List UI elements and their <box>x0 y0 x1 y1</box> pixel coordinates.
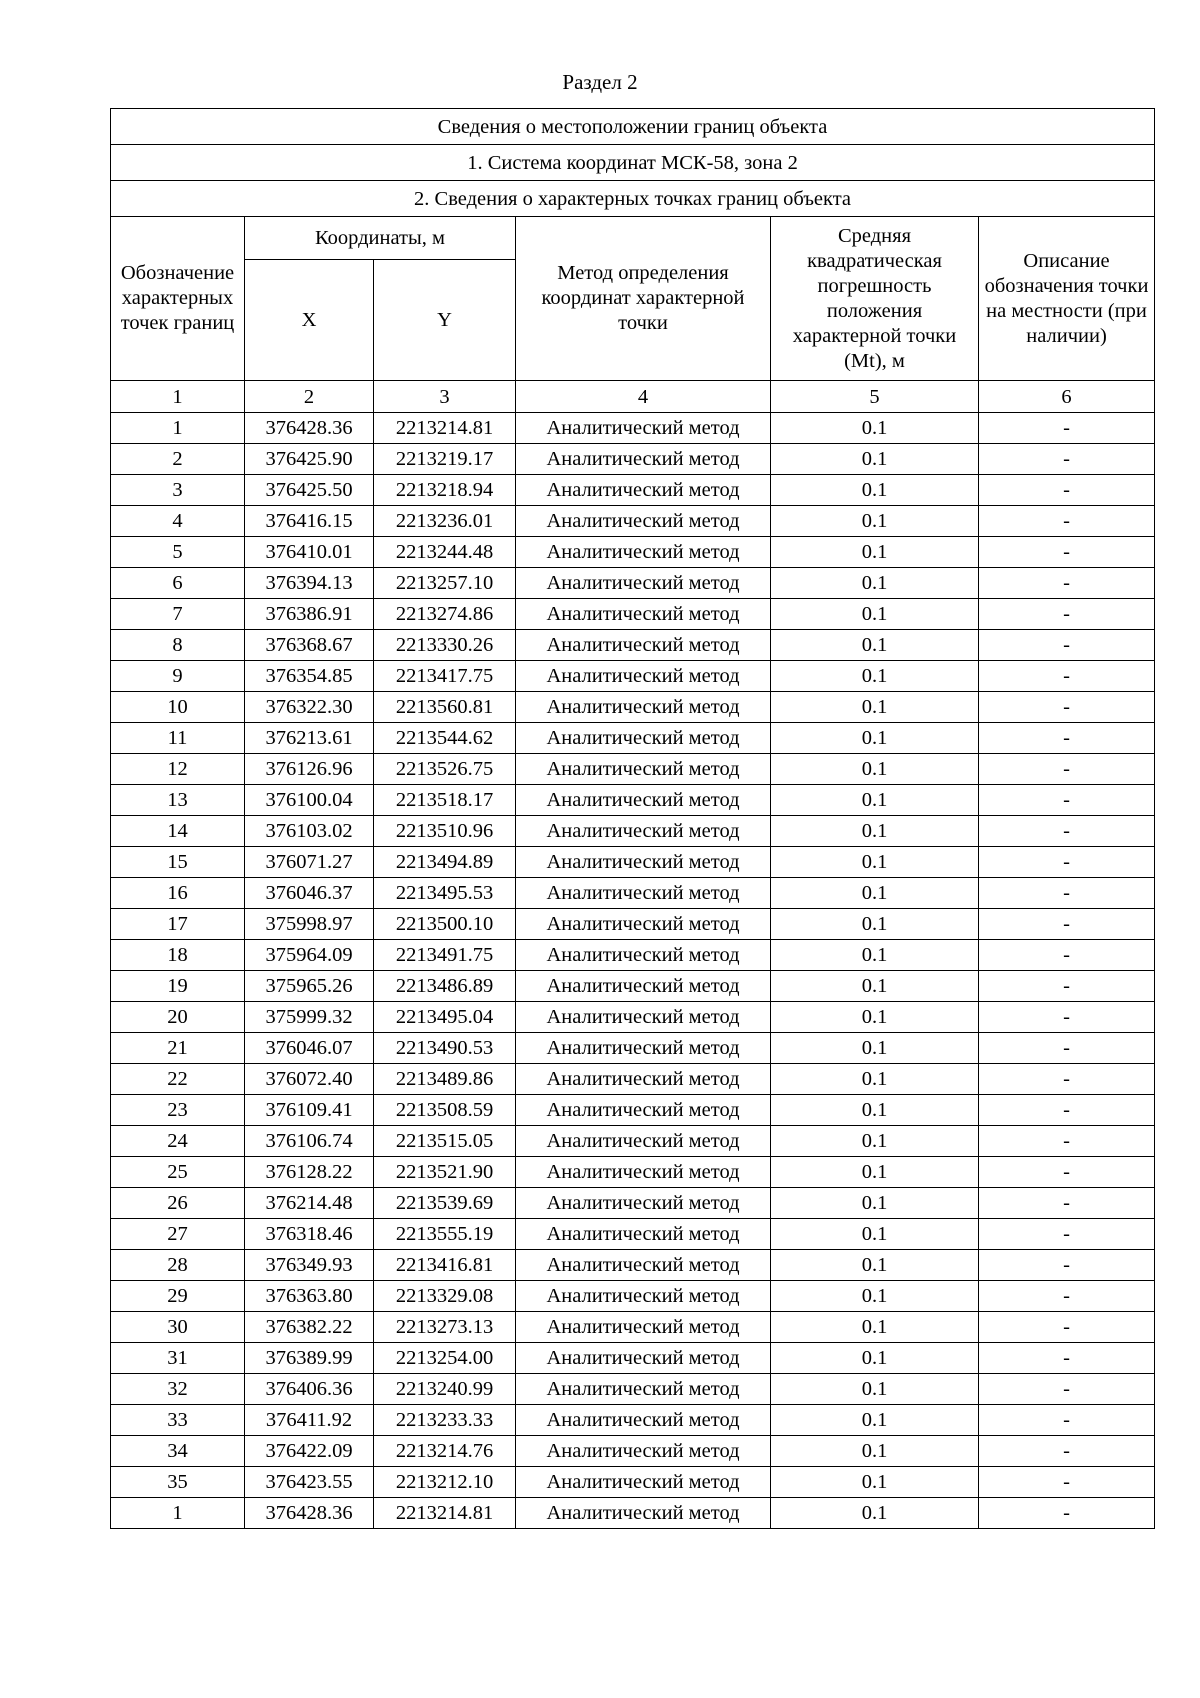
method-cell: Аналитический метод <box>516 1126 771 1157</box>
x-coordinate-cell: 376428.36 <box>245 413 374 444</box>
column-number: 6 <box>979 381 1155 413</box>
method-cell: Аналитический метод <box>516 1436 771 1467</box>
method-cell: Аналитический метод <box>516 1498 771 1529</box>
method-cell: Аналитический метод <box>516 1374 771 1405</box>
point-number-cell: 14 <box>111 816 245 847</box>
description-cell: - <box>979 1467 1155 1498</box>
error-cell: 0.1 <box>771 1250 979 1281</box>
description-cell: - <box>979 1188 1155 1219</box>
point-number-cell: 25 <box>111 1157 245 1188</box>
y-coordinate-cell: 2213555.19 <box>374 1219 516 1250</box>
description-cell: - <box>979 785 1155 816</box>
column-number-row <box>111 381 1155 413</box>
description-cell: - <box>979 1498 1155 1529</box>
method-cell: Аналитический метод <box>516 1405 771 1436</box>
method-cell: Аналитический метод <box>516 1033 771 1064</box>
point-number-cell: 12 <box>111 754 245 785</box>
description-cell: - <box>979 568 1155 599</box>
column-number: 1 <box>111 381 245 413</box>
method-cell: Аналитический метод <box>516 599 771 630</box>
table-row <box>111 723 1155 754</box>
error-cell: 0.1 <box>771 1312 979 1343</box>
description-cell: - <box>979 506 1155 537</box>
point-number-cell: 30 <box>111 1312 245 1343</box>
point-number-cell: 16 <box>111 878 245 909</box>
point-number-cell: 15 <box>111 847 245 878</box>
header-method: Метод определения координат характерной точки <box>516 217 771 381</box>
method-cell: Аналитический метод <box>516 940 771 971</box>
error-cell: 0.1 <box>771 568 979 599</box>
table-row <box>111 1033 1155 1064</box>
point-number-cell: 9 <box>111 661 245 692</box>
point-number-cell: 4 <box>111 506 245 537</box>
description-cell: - <box>979 692 1155 723</box>
error-cell: 0.1 <box>771 723 979 754</box>
y-coordinate-cell: 2213560.81 <box>374 692 516 723</box>
description-cell: - <box>979 723 1155 754</box>
description-cell: - <box>979 1281 1155 1312</box>
y-coordinate-cell: 2213495.53 <box>374 878 516 909</box>
table-row <box>111 1250 1155 1281</box>
description-cell: - <box>979 1250 1155 1281</box>
x-coordinate-cell: 376411.92 <box>245 1405 374 1436</box>
method-cell: Аналитический метод <box>516 506 771 537</box>
coordinate-system: 1. Система координат МСК-58, зона 2 <box>111 145 1155 181</box>
error-cell: 0.1 <box>771 971 979 1002</box>
error-cell: 0.1 <box>771 537 979 568</box>
table-row <box>111 940 1155 971</box>
error-cell: 0.1 <box>771 630 979 661</box>
table-row <box>111 971 1155 1002</box>
y-coordinate-cell: 2213214.81 <box>374 1498 516 1529</box>
description-cell: - <box>979 816 1155 847</box>
column-number: 2 <box>245 381 374 413</box>
x-coordinate-cell: 376428.36 <box>245 1498 374 1529</box>
table-row <box>111 1002 1155 1033</box>
table-row <box>111 909 1155 940</box>
method-cell: Аналитический метод <box>516 1312 771 1343</box>
x-coordinate-cell: 376322.30 <box>245 692 374 723</box>
description-cell: - <box>979 754 1155 785</box>
y-coordinate-cell: 2213495.04 <box>374 1002 516 1033</box>
x-coordinate-cell: 376423.55 <box>245 1467 374 1498</box>
table-row <box>111 630 1155 661</box>
header-description: Описание обозначения точки на местности (при наличии) <box>979 217 1155 381</box>
y-coordinate-cell: 2213214.81 <box>374 413 516 444</box>
point-number-cell: 23 <box>111 1095 245 1126</box>
x-coordinate-cell: 376406.36 <box>245 1374 374 1405</box>
method-cell: Аналитический метод <box>516 568 771 599</box>
point-number-cell: 20 <box>111 1002 245 1033</box>
description-cell: - <box>979 1343 1155 1374</box>
description-cell: - <box>979 630 1155 661</box>
point-number-cell: 5 <box>111 537 245 568</box>
y-coordinate-cell: 2213544.62 <box>374 723 516 754</box>
error-cell: 0.1 <box>771 1374 979 1405</box>
x-coordinate-cell: 376354.85 <box>245 661 374 692</box>
x-coordinate-cell: 376410.01 <box>245 537 374 568</box>
point-number-cell: 24 <box>111 1126 245 1157</box>
table-row <box>111 599 1155 630</box>
table-row <box>111 537 1155 568</box>
x-coordinate-cell: 376368.67 <box>245 630 374 661</box>
point-number-cell: 1 <box>111 1498 245 1529</box>
table-subtitle: 2. Сведения о характерных точках границ объекта <box>111 181 1155 217</box>
y-coordinate-cell: 2213417.75 <box>374 661 516 692</box>
method-cell: Аналитический метод <box>516 1064 771 1095</box>
point-number-cell: 29 <box>111 1281 245 1312</box>
description-cell: - <box>979 537 1155 568</box>
error-cell: 0.1 <box>771 1467 979 1498</box>
point-number-cell: 10 <box>111 692 245 723</box>
x-coordinate-cell: 376071.27 <box>245 847 374 878</box>
table-row <box>111 506 1155 537</box>
method-cell: Аналитический метод <box>516 1219 771 1250</box>
header-x: X <box>245 260 374 381</box>
method-cell: Аналитический метод <box>516 1188 771 1219</box>
method-cell: Аналитический метод <box>516 630 771 661</box>
error-cell: 0.1 <box>771 661 979 692</box>
y-coordinate-cell: 2213218.94 <box>374 475 516 506</box>
error-cell: 0.1 <box>771 878 979 909</box>
x-coordinate-cell: 376425.90 <box>245 444 374 475</box>
description-cell: - <box>979 1126 1155 1157</box>
error-cell: 0.1 <box>771 754 979 785</box>
error-cell: 0.1 <box>771 1033 979 1064</box>
x-coordinate-cell: 376386.91 <box>245 599 374 630</box>
method-cell: Аналитический метод <box>516 692 771 723</box>
method-cell: Аналитический метод <box>516 537 771 568</box>
table-row <box>111 568 1155 599</box>
y-coordinate-cell: 2213257.10 <box>374 568 516 599</box>
method-cell: Аналитический метод <box>516 847 771 878</box>
y-coordinate-cell: 2213490.53 <box>374 1033 516 1064</box>
method-cell: Аналитический метод <box>516 444 771 475</box>
method-cell: Аналитический метод <box>516 1343 771 1374</box>
y-coordinate-cell: 2213500.10 <box>374 909 516 940</box>
error-cell: 0.1 <box>771 1157 979 1188</box>
description-cell: - <box>979 1312 1155 1343</box>
y-coordinate-cell: 2213491.75 <box>374 940 516 971</box>
y-coordinate-cell: 2213274.86 <box>374 599 516 630</box>
error-cell: 0.1 <box>771 816 979 847</box>
description-cell: - <box>979 1064 1155 1095</box>
table-row <box>111 816 1155 847</box>
description-cell: - <box>979 1405 1155 1436</box>
table-row <box>111 847 1155 878</box>
error-cell: 0.1 <box>771 847 979 878</box>
description-cell: - <box>979 940 1155 971</box>
description-cell: - <box>979 661 1155 692</box>
x-coordinate-cell: 376046.37 <box>245 878 374 909</box>
x-coordinate-cell: 376128.22 <box>245 1157 374 1188</box>
error-cell: 0.1 <box>771 599 979 630</box>
table-row <box>111 1095 1155 1126</box>
point-number-cell: 19 <box>111 971 245 1002</box>
method-cell: Аналитический метод <box>516 723 771 754</box>
table-row <box>111 661 1155 692</box>
method-cell: Аналитический метод <box>516 1002 771 1033</box>
section-title: Раздел 2 <box>562 70 638 94</box>
table-row <box>111 878 1155 909</box>
description-cell: - <box>979 475 1155 506</box>
x-coordinate-cell: 376214.48 <box>245 1188 374 1219</box>
point-number-cell: 26 <box>111 1188 245 1219</box>
x-coordinate-cell: 376126.96 <box>245 754 374 785</box>
x-coordinate-cell: 376318.46 <box>245 1219 374 1250</box>
y-coordinate-cell: 2213212.10 <box>374 1467 516 1498</box>
y-coordinate-cell: 2213330.26 <box>374 630 516 661</box>
error-cell: 0.1 <box>771 413 979 444</box>
error-cell: 0.1 <box>771 692 979 723</box>
description-cell: - <box>979 1436 1155 1467</box>
point-number-cell: 35 <box>111 1467 245 1498</box>
point-number-cell: 31 <box>111 1343 245 1374</box>
x-coordinate-cell: 375965.26 <box>245 971 374 1002</box>
table-row <box>111 1064 1155 1095</box>
point-number-cell: 21 <box>111 1033 245 1064</box>
method-cell: Аналитический метод <box>516 475 771 506</box>
y-coordinate-cell: 2213526.75 <box>374 754 516 785</box>
y-coordinate-cell: 2213329.08 <box>374 1281 516 1312</box>
point-number-cell: 34 <box>111 1436 245 1467</box>
method-cell: Аналитический метод <box>516 661 771 692</box>
y-coordinate-cell: 2213508.59 <box>374 1095 516 1126</box>
header-y: Y <box>374 260 516 381</box>
point-number-cell: 33 <box>111 1405 245 1436</box>
x-coordinate-cell: 376109.41 <box>245 1095 374 1126</box>
y-coordinate-cell: 2213244.48 <box>374 537 516 568</box>
error-cell: 0.1 <box>771 785 979 816</box>
table-row <box>111 1405 1155 1436</box>
y-coordinate-cell: 2213521.90 <box>374 1157 516 1188</box>
column-number: 3 <box>374 381 516 413</box>
y-coordinate-cell: 2213219.17 <box>374 444 516 475</box>
error-cell: 0.1 <box>771 1095 979 1126</box>
table-caption: Сведения о местоположении границ объекта <box>111 109 1155 145</box>
description-cell: - <box>979 909 1155 940</box>
table-row <box>111 785 1155 816</box>
point-number-cell: 17 <box>111 909 245 940</box>
error-cell: 0.1 <box>771 506 979 537</box>
description-cell: - <box>979 971 1155 1002</box>
column-number: 4 <box>516 381 771 413</box>
method-cell: Аналитический метод <box>516 1095 771 1126</box>
point-number-cell: 3 <box>111 475 245 506</box>
error-cell: 0.1 <box>771 1002 979 1033</box>
error-cell: 0.1 <box>771 1343 979 1374</box>
table-row <box>111 1467 1155 1498</box>
x-coordinate-cell: 376072.40 <box>245 1064 374 1095</box>
error-cell: 0.1 <box>771 475 979 506</box>
point-number-cell: 11 <box>111 723 245 754</box>
method-cell: Аналитический метод <box>516 816 771 847</box>
column-number: 5 <box>771 381 979 413</box>
y-coordinate-cell: 2213515.05 <box>374 1126 516 1157</box>
error-cell: 0.1 <box>771 1064 979 1095</box>
error-cell: 0.1 <box>771 1126 979 1157</box>
error-cell: 0.1 <box>771 1281 979 1312</box>
description-cell: - <box>979 847 1155 878</box>
table-row <box>111 692 1155 723</box>
point-number-cell: 28 <box>111 1250 245 1281</box>
x-coordinate-cell: 375998.97 <box>245 909 374 940</box>
y-coordinate-cell: 2213510.96 <box>374 816 516 847</box>
method-cell: Аналитический метод <box>516 785 771 816</box>
point-number-cell: 32 <box>111 1374 245 1405</box>
x-coordinate-cell: 376389.99 <box>245 1343 374 1374</box>
header-coords: Координаты, м <box>245 217 516 260</box>
x-coordinate-cell: 376349.93 <box>245 1250 374 1281</box>
y-coordinate-cell: 2213416.81 <box>374 1250 516 1281</box>
method-cell: Аналитический метод <box>516 1467 771 1498</box>
method-cell: Аналитический метод <box>516 878 771 909</box>
error-cell: 0.1 <box>771 909 979 940</box>
point-number-cell: 2 <box>111 444 245 475</box>
x-coordinate-cell: 376394.13 <box>245 568 374 599</box>
table-row <box>111 754 1155 785</box>
method-cell: Аналитический метод <box>516 754 771 785</box>
table-row <box>111 444 1155 475</box>
error-cell: 0.1 <box>771 444 979 475</box>
description-cell: - <box>979 1033 1155 1064</box>
description-cell: - <box>979 413 1155 444</box>
description-cell: - <box>979 878 1155 909</box>
x-coordinate-cell: 376106.74 <box>245 1126 374 1157</box>
x-coordinate-cell: 376103.02 <box>245 816 374 847</box>
method-cell: Аналитический метод <box>516 1157 771 1188</box>
description-cell: - <box>979 1219 1155 1250</box>
table-row <box>111 1219 1155 1250</box>
y-coordinate-cell: 2213539.69 <box>374 1188 516 1219</box>
method-cell: Аналитический метод <box>516 1250 771 1281</box>
description-cell: - <box>979 1157 1155 1188</box>
y-coordinate-cell: 2213518.17 <box>374 785 516 816</box>
table-row <box>111 1374 1155 1405</box>
description-cell: - <box>979 1374 1155 1405</box>
method-cell: Аналитический метод <box>516 971 771 1002</box>
y-coordinate-cell: 2213214.76 <box>374 1436 516 1467</box>
description-cell: - <box>979 444 1155 475</box>
point-number-cell: 22 <box>111 1064 245 1095</box>
x-coordinate-cell: 376382.22 <box>245 1312 374 1343</box>
method-cell: Аналитический метод <box>516 909 771 940</box>
description-cell: - <box>979 1095 1155 1126</box>
table-row <box>111 413 1155 444</box>
y-coordinate-cell: 2213240.99 <box>374 1374 516 1405</box>
x-coordinate-cell: 376416.15 <box>245 506 374 537</box>
boundary-points-table <box>110 108 1155 1529</box>
error-cell: 0.1 <box>771 940 979 971</box>
point-number-cell: 13 <box>111 785 245 816</box>
y-coordinate-cell: 2213254.00 <box>374 1343 516 1374</box>
error-cell: 0.1 <box>771 1219 979 1250</box>
x-coordinate-cell: 375964.09 <box>245 940 374 971</box>
error-cell: 0.1 <box>771 1498 979 1529</box>
description-cell: - <box>979 599 1155 630</box>
table-row <box>111 1126 1155 1157</box>
error-cell: 0.1 <box>771 1436 979 1467</box>
point-number-cell: 8 <box>111 630 245 661</box>
y-coordinate-cell: 2213494.89 <box>374 847 516 878</box>
y-coordinate-cell: 2213236.01 <box>374 506 516 537</box>
y-coordinate-cell: 2213489.86 <box>374 1064 516 1095</box>
x-coordinate-cell: 376100.04 <box>245 785 374 816</box>
x-coordinate-cell: 375999.32 <box>245 1002 374 1033</box>
table-row <box>111 1498 1155 1529</box>
x-coordinate-cell: 376425.50 <box>245 475 374 506</box>
method-cell: Аналитический метод <box>516 413 771 444</box>
point-number-cell: 18 <box>111 940 245 971</box>
header-error: Средняя квадратическая погрешность положения характерной точки (Mt), м <box>771 217 979 381</box>
table-row <box>111 1157 1155 1188</box>
method-cell: Аналитический метод <box>516 1281 771 1312</box>
point-number-cell: 27 <box>111 1219 245 1250</box>
x-coordinate-cell: 376363.80 <box>245 1281 374 1312</box>
table-row <box>111 1343 1155 1374</box>
y-coordinate-cell: 2213233.33 <box>374 1405 516 1436</box>
point-number-cell: 1 <box>111 413 245 444</box>
x-coordinate-cell: 376213.61 <box>245 723 374 754</box>
point-number-cell: 7 <box>111 599 245 630</box>
table-row <box>111 1281 1155 1312</box>
description-cell: - <box>979 1002 1155 1033</box>
table-row <box>111 475 1155 506</box>
header-point: Обозначение характерных точек границ <box>111 217 245 381</box>
table-row <box>111 1188 1155 1219</box>
error-cell: 0.1 <box>771 1405 979 1436</box>
table-row <box>111 1436 1155 1467</box>
x-coordinate-cell: 376046.07 <box>245 1033 374 1064</box>
x-coordinate-cell: 376422.09 <box>245 1436 374 1467</box>
error-cell: 0.1 <box>771 1188 979 1219</box>
point-number-cell: 6 <box>111 568 245 599</box>
y-coordinate-cell: 2213486.89 <box>374 971 516 1002</box>
table-row <box>111 1312 1155 1343</box>
y-coordinate-cell: 2213273.13 <box>374 1312 516 1343</box>
